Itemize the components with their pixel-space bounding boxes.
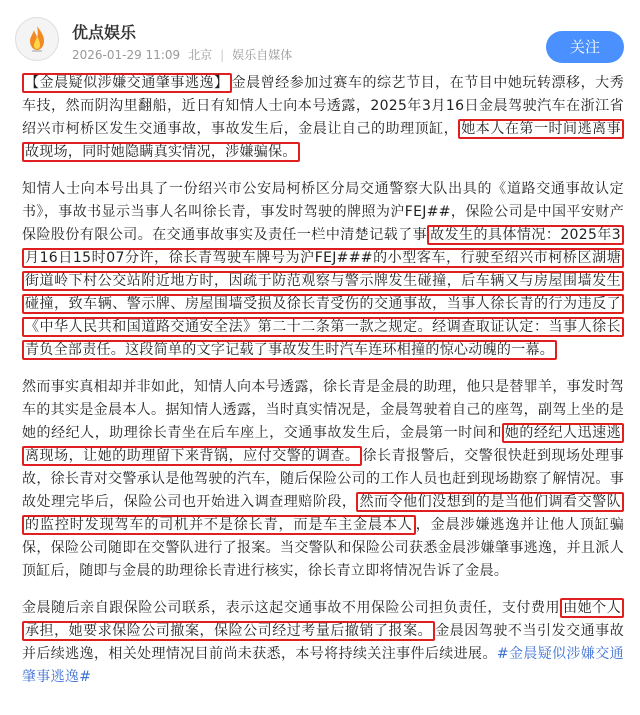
- highlighted-text: 然而令他们没想到的是当他们调看交警队的监控时发现驾车的司机并不是徐长青，而是车主金晨本人: [22, 492, 624, 535]
- paragraph-4: [22, 597, 624, 689]
- highlighted-text: 由她个人承担，她要求保险公司撤案，保险公司经过考量后撤销了报案。: [22, 598, 624, 641]
- paragraph-text: ，金晨涉嫌逃逸并让他人顶缸骗保，保险公司随即在交警队进行了报案。当交警队和保险公司获悉金晨涉嫌肇事逃逸，并且派人顶缸后，随即与金晨的助理徐长青进行核实，徐长青立即将情况告诉了金晨。: [22, 517, 624, 579]
- paragraph-3: [22, 376, 624, 583]
- follow-button[interactable]: 关注: [546, 31, 624, 63]
- highlighted-text: 故发生的具体情况：2025年3月16日15时07分许，徐长青驾驶车牌号为沪FEJ###的小型客车，行驶至绍兴市柯桥区湖塘街道岭下村公交站附近地方时，因疏于防范观察与警示牌发生碰撞，后车辆又与房屋围墙发生碰撞，致车辆、警示牌、房屋围墙受损及徐长青受伤的交通事故，当事人徐长青的行为违反了《中华人民共和国道路交通安全法》第二十二条第一款之规定。经调查取证认定：当事人徐长青负全部责任。这段简单的文字记载了事故发生时汽车连环相撞的惊心动魄的一幕。: [22, 225, 624, 360]
- paragraph-1: [22, 72, 624, 164]
- paragraph-text: 然而事实真相却并非如此，知情人向本号透露，徐长青是金晨的助理，他只是替罪羊，事发时驾车的其实是金晨本人。据知情人透露，当时真实情况是，金晨驾驶着自己的座驾，副驾上坐的是她的经纪人，助理徐长青坐在后车座上，交通事故发生后，金晨第一时间和: [22, 379, 624, 441]
- paragraph-2: [22, 178, 624, 362]
- account-type: 娱乐自媒体: [232, 48, 293, 62]
- paragraph-text: 知情人士向本号出具了一份绍兴市公安局柯桥区分局交通警察大队出具的《道路交通事故认定书》，事故书显示当事人名叫徐长青，事发时驾驶的牌照为沪FEJ##，保险公司是中国平安财产保险股份有限公司。在交通事故事实及责任一栏中清楚记载了事: [22, 181, 624, 243]
- author-name[interactable]: 优点娱乐: [72, 23, 137, 42]
- post-location: 北京: [188, 48, 213, 62]
- highlighted-title: 【金晨疑似涉嫌交通肇事逃逸】: [22, 73, 232, 93]
- meta-divider: |: [220, 48, 225, 62]
- highlighted-text: 她本人在第一时间逃离事故现场，同时她隐瞒真实情况，涉嫌骗保。: [22, 119, 624, 162]
- post-date: 2026-01-29 11:09: [72, 48, 181, 62]
- article-body: [22, 72, 624, 703]
- highlighted-text: 她的经纪人迅速逃离现场，让她的助理留下来背锅，应付交警的调查。: [22, 423, 624, 466]
- paragraph-text: 徐长青报警后，交警很快赶到现场处理事故，徐长青对交警承认是他驾驶的汽车，随后保险公司的工作人员也赶到现场勘察了解情况。事故处理完毕后，保险公司也开始进入调查理赔阶段，: [22, 448, 624, 510]
- post-header: [0, 0, 640, 72]
- post-meta: [72, 46, 300, 63]
- author-avatar[interactable]: [15, 17, 59, 61]
- paragraph-text: 金晨因驾驶不当引发交通事故并后续逃逸，相关处理情况目前尚未获悉，本号将持续关注事件后续进展。: [22, 623, 624, 662]
- paragraph-text: 金晨随后亲自跟保险公司联系，表示这起交通事故不用保险公司担负责任，支付费用: [22, 600, 561, 616]
- paragraph-text: 金晨曾经参加过赛车的综艺节目，在节目中她玩转漂移，大秀车技，然而阴沟里翻船，近日有知情人士向本号透露，2025年3月16日金晨驾驶汽车在浙江省绍兴市柯桥区发生交通事故，事故发生后，金晨让自己的助理顶缸，: [22, 75, 624, 137]
- hashtag-link[interactable]: #金晨疑似涉嫌交通肇事逃逸#: [22, 646, 624, 685]
- avatar-flame-icon: [16, 18, 58, 60]
